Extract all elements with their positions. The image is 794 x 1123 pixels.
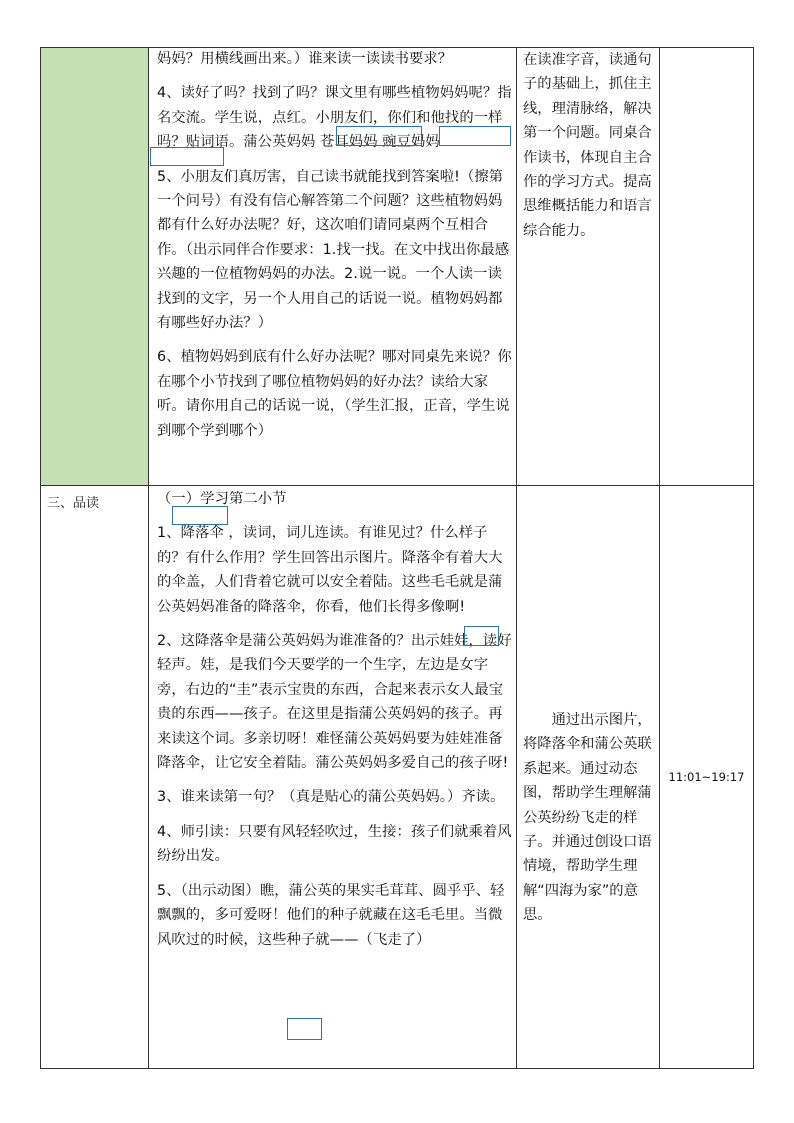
procedure-paragraph: 5、（出示动图）瞧，蒲公英的果实毛茸茸、圆乎乎、轻飘飘的，多可爱呀！他们的种子就藏在这毛毛里。当微风吹过的时候，这些种子就——（飞走了）	[157, 882, 505, 948]
time-cell	[660, 48, 754, 486]
word-card-placeholder	[336, 126, 422, 146]
word-card-placeholder	[150, 147, 224, 166]
image-placeholder	[464, 626, 499, 646]
procedure-cell	[149, 48, 517, 486]
section-heading: （一）学习第二小节	[157, 491, 287, 507]
design-intent-cell	[517, 486, 660, 1069]
table-row	[41, 486, 754, 1069]
procedure-paragraph: 4、读好了吗？找到了吗？课文里有哪些植物妈妈呢？指名交流。学生说，点红。小朋友们，你们和他找的一样吗？贴词语。蒲公英妈妈 苍耳妈妈 豌豆妈妈	[157, 85, 512, 151]
procedure-paragraph: 1、降落伞 ，读词，词儿连读。有谁见过？什么样子的？有什么作用？学生回答出示图片。降落伞有着大大的伞盖，人们背着它就可以安全着陆。这些毛毛就是蒲公英妈妈准备的降落伞，你看，他们长得多像啊!	[157, 525, 503, 615]
design-intent-text: 在读准字音，读通句子的基础上，抓住主线，理清脉络，解决第一个问题。同桌合作读书，体现自主合作的学习方式。提高思维概括能力和语言综合能力。	[523, 52, 652, 239]
table-row	[41, 48, 754, 486]
stage-cell: 三、品读	[41, 486, 149, 1069]
procedure-paragraph: 2、这降落伞是蒲公英妈妈为谁准备的？出示娃娃，读好轻声。娃，是我们今天要学的一个生字，左边是女字旁，右边的“圭”表示宝贵的东西，合起来表示女人最宝贵的东西——孩子。在这里是指蒲公英妈妈的孩子。再来读这个词。多亲切呀！难怪蒲公英妈妈要为娃娃准备降落伞，让它安全着陆。蒲公英妈妈多爱自己的孩子呀!	[157, 633, 512, 772]
procedure-cell	[149, 486, 517, 1069]
design-intent-text: 通过出示图片，将降落伞和蒲公英联系起来。通过动态图，帮助学生理解蒲公英纷纷飞走的样子。并通过创设口语情境，帮助学生理解“四海为家”的意思。	[523, 712, 652, 924]
stage-cell	[41, 48, 149, 486]
procedure-paragraph: 3、谁来读第一句？（真是贴心的蒲公英妈妈。）齐读。	[157, 789, 505, 806]
word-card-placeholder	[172, 506, 228, 525]
lesson-plan-table	[40, 47, 754, 1069]
design-intent-cell	[517, 48, 660, 486]
procedure-paragraph: 5、小朋友们真厉害，自己读书就能找到答案啦!（擦第一个问号）有没有信心解答第二个问题？这些植物妈妈都有什么好办法呢？好，这次咱们请同桌两个互相合作。（出示同伴合作要求：1.找一找。在文中找出你最感兴趣的一位植物妈妈的办法。2.说一说。一个人读一读找到的文字，另一个人用自己的话说一说。植物妈妈都有哪些好办法？）	[157, 168, 510, 332]
word-card-placeholder	[439, 126, 511, 146]
time-cell: 11:01~19:17	[660, 486, 754, 1069]
procedure-paragraph: 6、植物妈妈到底有什么好办法呢？哪对同桌先来说？你在哪个小节找到了哪位植物妈妈的好办法？读给大家听。请你用自己的话说一说，（学生汇报，正音，学生说到哪个学到哪个）	[157, 349, 512, 439]
image-placeholder	[287, 1018, 322, 1040]
procedure-paragraph: 4、师引读：只要有风轻轻吹过，生接：孩子们就乘着风纷纷出发。	[157, 823, 512, 865]
procedure-paragraph: 妈妈？用横线画出来。）谁来读一读读书要求？	[157, 51, 453, 67]
